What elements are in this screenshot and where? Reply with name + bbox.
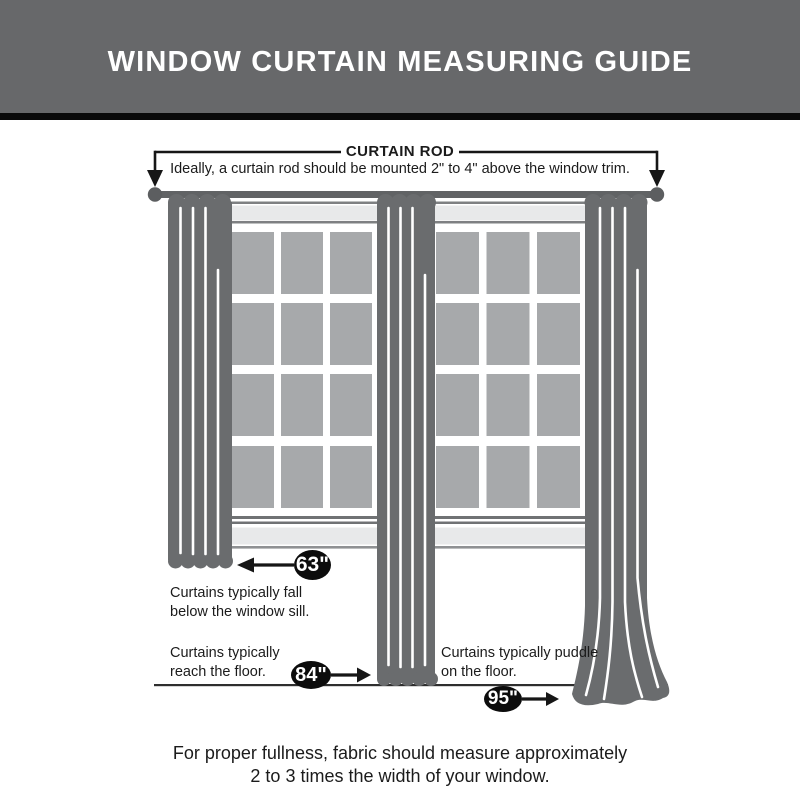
curtain-rod-label: CURTAIN ROD (345, 143, 455, 160)
fullness-note-line1: For proper fullness, fabric should measure approximately (172, 743, 628, 763)
length-badge-84: 84" (291, 661, 331, 689)
curtain-puddle-length (572, 194, 669, 705)
rod-finial-left (148, 187, 162, 201)
window-right (430, 200, 586, 550)
caption-puddle-floor: Curtains typically puddle on the floor. (441, 645, 599, 680)
caption-reach-floor: Curtains typically reach the floor. (170, 645, 280, 680)
length-badge-63: 63" (294, 550, 331, 580)
curtain-floor-length (377, 194, 438, 686)
arrow-84-icon (331, 668, 371, 683)
fullness-note (0, 742, 800, 788)
fullness-note-line2: 2 to 3 times the width of your window. (250, 766, 550, 786)
rod-finial-right (650, 187, 664, 201)
arrow-95-icon (522, 692, 559, 706)
length-badge-95: 95" (484, 686, 522, 712)
caption-below-sill: Curtains typically fall below the window sill. (170, 585, 310, 620)
curtain-rod-note: Ideally, a curtain rod should be mounted 2" to 4" above the window trim. (170, 161, 630, 177)
page-title: WINDOW CURTAIN MEASURING GUIDE (107, 46, 693, 78)
window-left (226, 200, 378, 550)
arrow-63-icon (237, 558, 294, 573)
curtain-sill-length (168, 194, 233, 569)
